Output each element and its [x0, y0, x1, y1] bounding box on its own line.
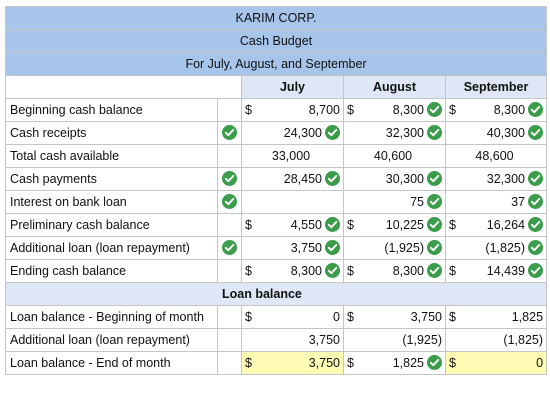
value-cell[interactable] [446, 237, 547, 260]
dollar-sign: $ [347, 310, 354, 324]
cell-value: (1,925) [402, 333, 442, 347]
row-label: Additional loan (loan repayment) [6, 329, 218, 352]
cell-value: 24,300 [283, 126, 322, 140]
budget-row [6, 122, 547, 145]
cell-value: 0 [536, 356, 544, 370]
value-cell[interactable] [344, 99, 446, 122]
cell-value: 3,750 [290, 241, 322, 255]
check-circle-icon [222, 240, 237, 255]
check-circle-icon [427, 355, 442, 370]
header-company-row [6, 7, 547, 30]
check-circle-icon [427, 217, 442, 232]
value-cell[interactable] [242, 306, 344, 329]
cell-value: 8,300 [290, 264, 322, 278]
dollar-sign: $ [449, 310, 456, 324]
row-check-cell [218, 214, 242, 237]
row-label: Beginning cash balance [6, 99, 218, 122]
value-cell[interactable] [344, 352, 446, 375]
value-cell[interactable] [242, 168, 344, 191]
check-circle-icon [528, 240, 543, 255]
dollar-sign: $ [449, 218, 456, 232]
cell-value: 32,300 [385, 126, 424, 140]
check-circle-icon [528, 263, 543, 278]
cash-budget-table [5, 6, 547, 375]
value-cell[interactable] [242, 214, 344, 237]
dollar-sign: $ [245, 218, 252, 232]
value-cell[interactable] [446, 122, 547, 145]
value-cell[interactable] [242, 122, 344, 145]
row-label: Cash payments [6, 168, 218, 191]
cell-value: (1,825) [503, 333, 544, 347]
dollar-sign: $ [449, 356, 456, 370]
value-cell[interactable] [446, 306, 547, 329]
budget-row [6, 237, 547, 260]
cell-value: 3,750 [410, 310, 442, 324]
row-label: Cash receipts [6, 122, 218, 145]
budget-row [6, 191, 547, 214]
report-period: For July, August, and September [6, 53, 547, 76]
dollar-sign: $ [245, 356, 252, 370]
value-cell[interactable] [446, 260, 547, 283]
cell-value: 8,700 [308, 103, 340, 117]
cell-value: (1,925) [384, 241, 424, 255]
dollar-sign: $ [449, 103, 456, 117]
check-circle-icon [528, 217, 543, 232]
budget-row [6, 145, 547, 168]
value-cell[interactable] [242, 352, 344, 375]
header-title-row [6, 30, 547, 53]
cell-value: 28,450 [283, 172, 322, 186]
check-circle-icon [325, 125, 340, 140]
value-cell[interactable] [242, 99, 344, 122]
cell-value: 40,300 [486, 126, 526, 140]
column-header-row [6, 76, 547, 99]
dollar-sign: $ [347, 103, 354, 117]
dollar-sign: $ [449, 264, 456, 278]
value-cell[interactable] [344, 237, 446, 260]
check-circle-icon [427, 102, 442, 117]
value-cell[interactable] [446, 214, 547, 237]
row-check-cell [218, 145, 242, 168]
cell-value: 3,750 [308, 333, 340, 347]
column-header-august: August [344, 76, 446, 99]
budget-row [6, 260, 547, 283]
value-cell[interactable] [242, 145, 344, 168]
check-circle-icon [427, 171, 442, 186]
header-period-row [6, 53, 547, 76]
budget-row [6, 168, 547, 191]
check-circle-icon [222, 194, 237, 209]
dollar-sign: $ [245, 264, 252, 278]
value-cell[interactable] [446, 168, 547, 191]
cell-value: (1,825) [485, 241, 526, 255]
row-check-cell [218, 122, 242, 145]
value-cell[interactable] [344, 329, 446, 352]
check-circle-icon [528, 125, 543, 140]
loan-section-title: Loan balance [6, 283, 547, 306]
report-title: Cash Budget [6, 30, 547, 53]
check-circle-icon [528, 194, 543, 209]
value-cell[interactable] [344, 145, 446, 168]
column-header-blank [6, 76, 242, 99]
row-check-cell [218, 191, 242, 214]
value-cell[interactable] [344, 122, 446, 145]
value-cell[interactable] [344, 191, 446, 214]
check-circle-icon [528, 171, 543, 186]
cell-value: 48,600 [475, 149, 514, 163]
loan-row [6, 306, 547, 329]
cell-value: 8,300 [392, 103, 424, 117]
dollar-sign: $ [245, 310, 252, 324]
budget-row [6, 99, 547, 122]
row-label: Loan balance - Beginning of month [6, 306, 218, 329]
check-circle-icon [222, 171, 237, 186]
value-cell[interactable] [344, 168, 446, 191]
check-circle-icon [427, 194, 442, 209]
check-circle-icon [427, 125, 442, 140]
row-check-cell [218, 352, 242, 375]
cell-value: 10,225 [385, 218, 424, 232]
dollar-sign: $ [347, 356, 354, 370]
value-cell[interactable] [446, 145, 547, 168]
value-cell[interactable] [242, 237, 344, 260]
row-check-cell [218, 237, 242, 260]
check-circle-icon [222, 125, 237, 140]
row-label: Ending cash balance [6, 260, 218, 283]
row-label: Interest on bank loan [6, 191, 218, 214]
cell-value: 30,300 [385, 172, 424, 186]
dollar-sign: $ [347, 264, 354, 278]
row-check-cell [218, 329, 242, 352]
value-cell[interactable] [242, 260, 344, 283]
row-label: Total cash available [6, 145, 218, 168]
dollar-sign: $ [245, 103, 252, 117]
row-check-cell [218, 260, 242, 283]
row-check-cell [218, 168, 242, 191]
row-label: Loan balance - End of month [6, 352, 218, 375]
value-cell[interactable] [344, 306, 446, 329]
check-circle-icon [528, 102, 543, 117]
row-label: Additional loan (loan repayment) [6, 237, 218, 260]
value-cell[interactable] [344, 214, 446, 237]
value-cell[interactable] [446, 191, 547, 214]
column-header-september: September [446, 76, 547, 99]
check-circle-icon [325, 263, 340, 278]
value-cell[interactable] [446, 352, 547, 375]
budget-row [6, 214, 547, 237]
loan-section-header-row [6, 283, 547, 306]
check-circle-icon [325, 171, 340, 186]
row-check-cell [218, 306, 242, 329]
loan-row [6, 352, 547, 375]
cell-value: 3,750 [308, 356, 340, 370]
row-label: Preliminary cash balance [6, 214, 218, 237]
dollar-sign: $ [347, 218, 354, 232]
cell-value: 75 [410, 195, 424, 209]
column-header-july: July [242, 76, 344, 99]
check-circle-icon [325, 240, 340, 255]
cell-value: 1,825 [511, 310, 544, 324]
cell-value: 40,600 [373, 149, 413, 163]
cell-value: 14,439 [486, 264, 526, 278]
value-cell[interactable] [446, 329, 547, 352]
cell-value: 0 [333, 310, 340, 324]
cell-value: 37 [511, 195, 526, 209]
loan-row [6, 329, 547, 352]
check-circle-icon [427, 263, 442, 278]
check-circle-icon [427, 240, 442, 255]
cell-value: 32,300 [486, 172, 526, 186]
value-cell[interactable] [344, 260, 446, 283]
value-cell[interactable] [242, 329, 344, 352]
value-cell[interactable] [446, 99, 547, 122]
cell-value: 33,000 [271, 149, 311, 163]
check-circle-icon [325, 217, 340, 232]
cell-value: 1,825 [392, 356, 424, 370]
value-cell[interactable] [242, 191, 344, 214]
cell-value: 8,300 [392, 264, 424, 278]
company-name: KARIM CORP. [6, 7, 547, 30]
cell-value: 4,550 [290, 218, 322, 232]
cell-value: 16,264 [486, 218, 526, 232]
cell-value: 8,300 [493, 103, 526, 117]
row-check-cell [218, 99, 242, 122]
